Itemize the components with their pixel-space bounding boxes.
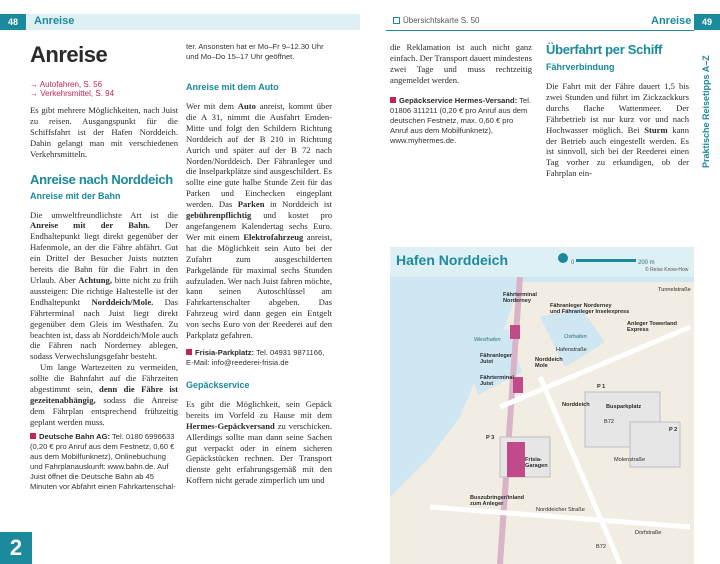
bullet-square-icon: [30, 433, 36, 439]
label-westhafen: Westhafen: [474, 337, 501, 343]
body-paragraph: Die umweltfreundlichste Art ist die Anreise mit der Bahn. Der Endhaltepunkt liegt direkt gegenüber der Hafenmole, an der die Fähre abfährt. Gut ein Drittel der Besucher Juists nutzten bereits die Bahn für die Fahrt in den Urlaub. Aber Achtung, bitte nicht zu früh aussteigen: Die richtige Haltestelle ist der Endhaltepunkt Norddeich/Mole. Das Fährterminal nach Juist liegt direkt gegenüber dem Gleis im Westhafen. Zu beachten ist, dass ab Norddeich/Mole auch die Fähren nach Norderney ablegen, sodass Verwechslungsgefahr besteht.: [30, 209, 179, 362]
body-paragraph: die Reklamation ist auch nicht ganz einfach. Der Transport dauert mindestens zwei Tage und muss rechtzeitig angemeldet werden.: [390, 42, 533, 85]
label-b72: B72: [596, 544, 606, 550]
column-2: [186, 42, 332, 486]
body-paragraph: Es gibt die Möglichkeit, sein Gepäck bereits im Vorfeld zu Hause mit dem Hermes-Gepäckversand zu verschicken. Allerdings sollte man dann seine Sachen gut verpackt oder in einem sicheren Gepäckstücken rechnen. Der Transport dienste geht erfahrungsgemäß mit den Koffern nicht gerade zimperlich um und: [186, 398, 332, 486]
map-title: Hafen Norddeich: [396, 252, 509, 268]
label-p3: P 3: [486, 435, 495, 441]
label-hafenstrasse: Hafenstraße: [556, 347, 587, 353]
label-p1: P 1: [597, 384, 606, 390]
label-norddeich-mole: Norddeich Mole: [535, 357, 563, 370]
label-frisia-garagen: Frisia- Garagen: [525, 457, 548, 470]
bullet-square-icon: [390, 97, 396, 103]
label-p2: P 2: [669, 427, 678, 433]
page-number-right: 49: [694, 14, 720, 30]
running-title-left: Anreise: [34, 15, 75, 27]
body-paragraph: Um lange Wartezeiten zu vermeiden, sollte die Bahnfahrt auf die Fährzeiten abgestimmt sein, denn die Fähre ist gezeitenabhängig, sodass die Anreise dem Fährplan entsprechend frühzeitig geplant werden muss.: [30, 362, 178, 427]
page-number-left: 48: [0, 14, 26, 30]
column-4: [546, 42, 689, 179]
north-arrow-icon: [558, 253, 568, 263]
section-heading: Überfahrt per Schiff: [546, 42, 663, 57]
header-rule: [386, 30, 694, 31]
label-b72: B72: [604, 419, 614, 425]
scale-end: 200 m: [638, 260, 655, 266]
label-norddeich: Norddeich: [562, 402, 590, 408]
map-graphic: [390, 247, 694, 564]
label-busbahnhof: Buszubringer/inland zum Anleger: [470, 495, 525, 508]
label-terminal-juist: Fährterminal Juist: [480, 375, 514, 388]
cross-reference[interactable]: → Autofahren, S. 56: [30, 80, 103, 89]
label-norddeicher-strasse: Norddeicher Straße: [536, 507, 585, 513]
subsection-heading: Fährverbindung: [546, 62, 615, 72]
square-icon: [393, 17, 400, 24]
info-continued: ter. Ansonsten hat er Mo–Fr 9–12.30 Uhr und Mo–Do 15–17 Uhr geöffnet.: [186, 42, 324, 61]
label-anleger-juist: Fähranleger Juist: [480, 353, 513, 366]
label-anleger-towerland: Anleger Towerland Express: [627, 321, 677, 334]
chapter-badge: 2: [0, 532, 32, 564]
scale-bar: [576, 259, 636, 262]
label-dorfstrasse: Dorfstraße: [635, 530, 662, 536]
info-box: Gepäckservice Hermes-Versand: Tel. 01806 311211 (0,20 € pro Anruf aus dem deutschen Festnetz, max. 0,60 € pro Anruf aus dem Mobilfunknetz), www.myhermes.de.: [390, 95, 531, 145]
intro-paragraph: Es gibt mehrere Möglichkeiten, nach Juist zu reisen. Ausgangspunkt für die Schiffsfahrt ist der Hafen Norddeich. Dahin gelangt man mit verschiedenen Verkehrsmitteln.: [30, 105, 178, 159]
subsection-heading: Gepäckservice: [186, 379, 250, 390]
subsection-heading: Anreise mit der Bahn: [30, 190, 121, 201]
harbor-map: [390, 247, 694, 564]
subsection-heading: Anreise mit dem Auto: [186, 82, 279, 92]
label-ostafen: Osthafen: [564, 334, 587, 340]
column-3: [390, 42, 532, 146]
terminal-juist: [513, 377, 523, 393]
map-credit: © Reise Know-How: [645, 267, 689, 273]
label-tunnelstrasse: Tunnelstraße: [658, 287, 691, 293]
running-header-left-bar: [26, 14, 360, 30]
label-terminal-norderney: Fährterminal Norderney: [503, 292, 537, 305]
bullet-square-icon: [186, 349, 192, 355]
chapter-side-tab: Praktische Reisetipps A–Z: [701, 55, 711, 168]
info-box: Frisia-Parkplatz: Tel. 04931 9871166, E-Mail: info@reederei-frisia.de: [186, 347, 325, 367]
body-paragraph: Die Fahrt mit der Fähre dauert 1,5 bis zwei Stunden und führt im Zickzackkurs durchs flache Wattenmeer. Der Fährbetrieb ist nur kurz vor und nach Hochwasser möglich. Bei Sturm kann der Betrieb auch eingestellt werden. Es ist sinnvoll, sich bei der Reederei einen Tag vorher zu erkundigen, ob der Fahrplan ein-: [546, 81, 689, 179]
cross-reference[interactable]: → Verkehrsmittel, S. 94: [30, 89, 115, 98]
frisia-garage: [507, 442, 525, 477]
label-busparkplatz: Busparkplatz: [606, 404, 642, 410]
page-heading: Anreise: [30, 42, 108, 67]
label-anleger-norderney: Fähranleger Norderney und Fähranleger Inselexpress: [550, 303, 630, 316]
overview-map-reference: Übersichtskarte S. 50: [393, 16, 479, 25]
scale-start: 0: [571, 260, 575, 266]
running-title-right: Anreise: [651, 15, 692, 27]
section-heading: Anreise nach Norddeich: [30, 171, 173, 187]
column-1: [30, 42, 178, 492]
info-box: Deutsche Bahn AG: Tel. 0180 6996633 (0,20 € pro Anruf aus dem Festnetz, 0,60 € aus dem Mobilfunknetz), Onlinebuchung und Fahrplanauskunft: www.bahn.de. Auf Juist öffnet die Deutsche Bahn ab 45 Minuten vor Abfahrt einen Fahrkartenschal-: [30, 431, 176, 491]
label-molenstrasse: Molenstraße: [614, 457, 646, 463]
terminal-norderney: [510, 325, 520, 339]
body-paragraph: Wer mit dem Auto anreist, kommt über die A 31, nimmt die Ausfahrt Emden-Mitte und folgt den Schildern Richtung Norddeich auf der B 210 in Richtung Aurich und später auf der B 72 nach Norden/Norddeich. Der Fähranleger und die Inselparkplätze sind ausgeschildert. Es sollte eine gute halbe Stunde Zeit für das Parken und Einchecken eingeplant werden. Das Parken in Norddeich ist gebührenpflichtig und kostet pro angefangenem Kalendertag sechs Euro. Wer mit einem Elektrofahrzeug anreist, hat die Möglichkeit sein Auto bei der Zufahrt zum ausgeschilderten Parkgelände für maximal sechs Stunden aufzuladen. Wer nach Juist fahren möchte, kann seinen Autoschlüssel am Fahrkartenschalter abgeben. Das Fahrzeug wird dann gegen ein Entgelt von sechs Euro von der Reederei auf den Parkplatz gefahren.: [186, 101, 332, 341]
